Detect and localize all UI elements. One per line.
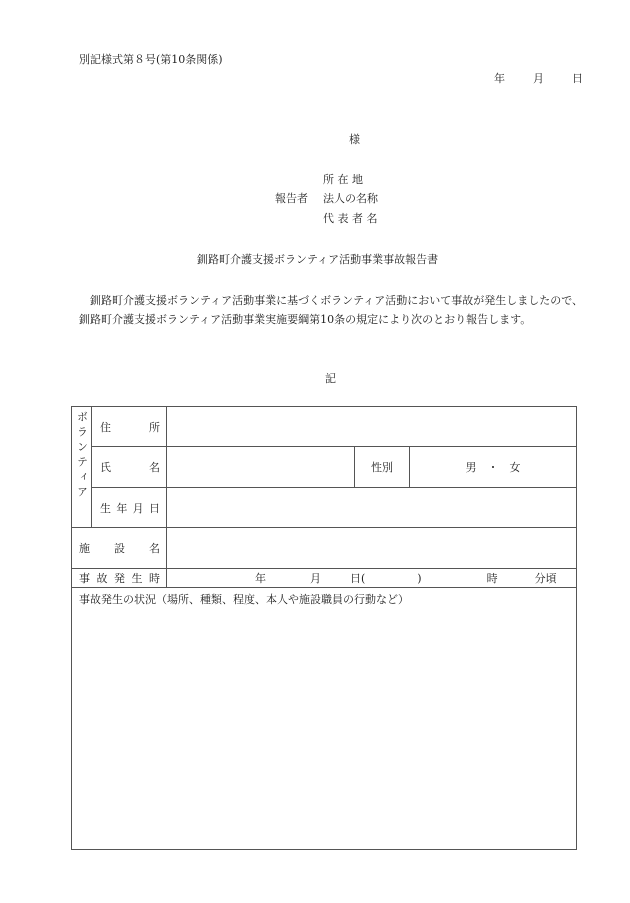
name-field[interactable] [167,447,355,488]
time-unit-day: 日 [350,572,361,585]
document-title: 釧路町介護支援ボランティア活動事業事故報告書 [197,253,439,266]
situation-label: 事故発生の状況（場所、種類、程度、本人や施設職員の行動など） [79,593,409,606]
accident-time-field[interactable] [167,569,577,588]
name-label-char: 氏 [100,461,111,474]
situation-field[interactable] [72,588,577,850]
time-unit-minute: 分頃 [534,572,557,585]
time-unit-hour: 時 [486,572,498,585]
birthdate-label-char: 年 [116,501,128,515]
form-reference: 別記様式第８号(第10条関係) [79,53,223,66]
reporter-representative-label: 代 表 者 名 [323,212,378,225]
facility-label-char: 設 [114,542,125,555]
reporter-label: 報告者 [275,192,308,205]
address-label-char: 所 [149,420,160,434]
facility-label-char: 施 [79,542,90,555]
accident-time-label-char: 故 [96,572,108,585]
date-day-label: 日 [572,72,583,85]
time-unit-year: 年 [255,572,266,585]
name-label-char: 名 [149,461,160,474]
name-label-cell [92,447,167,488]
addressee-honorific: 様 [349,133,360,146]
birthdate-label-char: 生 [100,501,111,515]
address-label-char: 住 [100,420,111,434]
accident-time-label-cell [72,569,167,588]
accident-time-label-char: 事 [79,572,90,585]
birthdate-label-cell [92,488,167,528]
accident-time-label-char: 時 [149,572,160,585]
time-paren-close: ) [417,571,422,585]
birthdate-field[interactable] [167,488,577,528]
date-month-label: 月 [533,72,544,85]
reporter-address-label: 所 在 地 [323,173,363,186]
facility-label-char: 名 [149,542,160,555]
ki-heading: 記 [325,372,336,385]
time-unit-month: 月 [310,572,321,585]
facility-label-cell [72,528,167,569]
report-date [494,70,583,86]
volunteer-header: ボランティア [75,411,89,501]
facility-field[interactable] [167,528,577,569]
body-paragraph: 釧路町介護支援ボランティア活動事業に基づくボランティア活動において事故が発生しましたので、釧路町介護支援ボランティア活動事業実施要綱第10条の規定により次のとおり報告します。 [79,294,584,326]
date-year-label: 年 [494,72,505,85]
gender-label: 性別 [355,447,410,488]
gender-options[interactable]: 男 ・ 女 [410,447,577,488]
report-form-table [71,406,577,850]
accident-time-label-char: 発 [114,572,125,585]
reporter-corp-name-label: 法人の名称 [323,192,378,205]
address-label-cell [92,407,167,447]
volunteer-header-cell [72,407,92,528]
birthdate-label-char: 月 [132,501,144,515]
time-paren-open: ( [361,571,366,585]
address-field[interactable] [167,407,577,447]
accident-time-label-char: 生 [131,572,143,585]
birthdate-label-char: 日 [148,501,160,515]
